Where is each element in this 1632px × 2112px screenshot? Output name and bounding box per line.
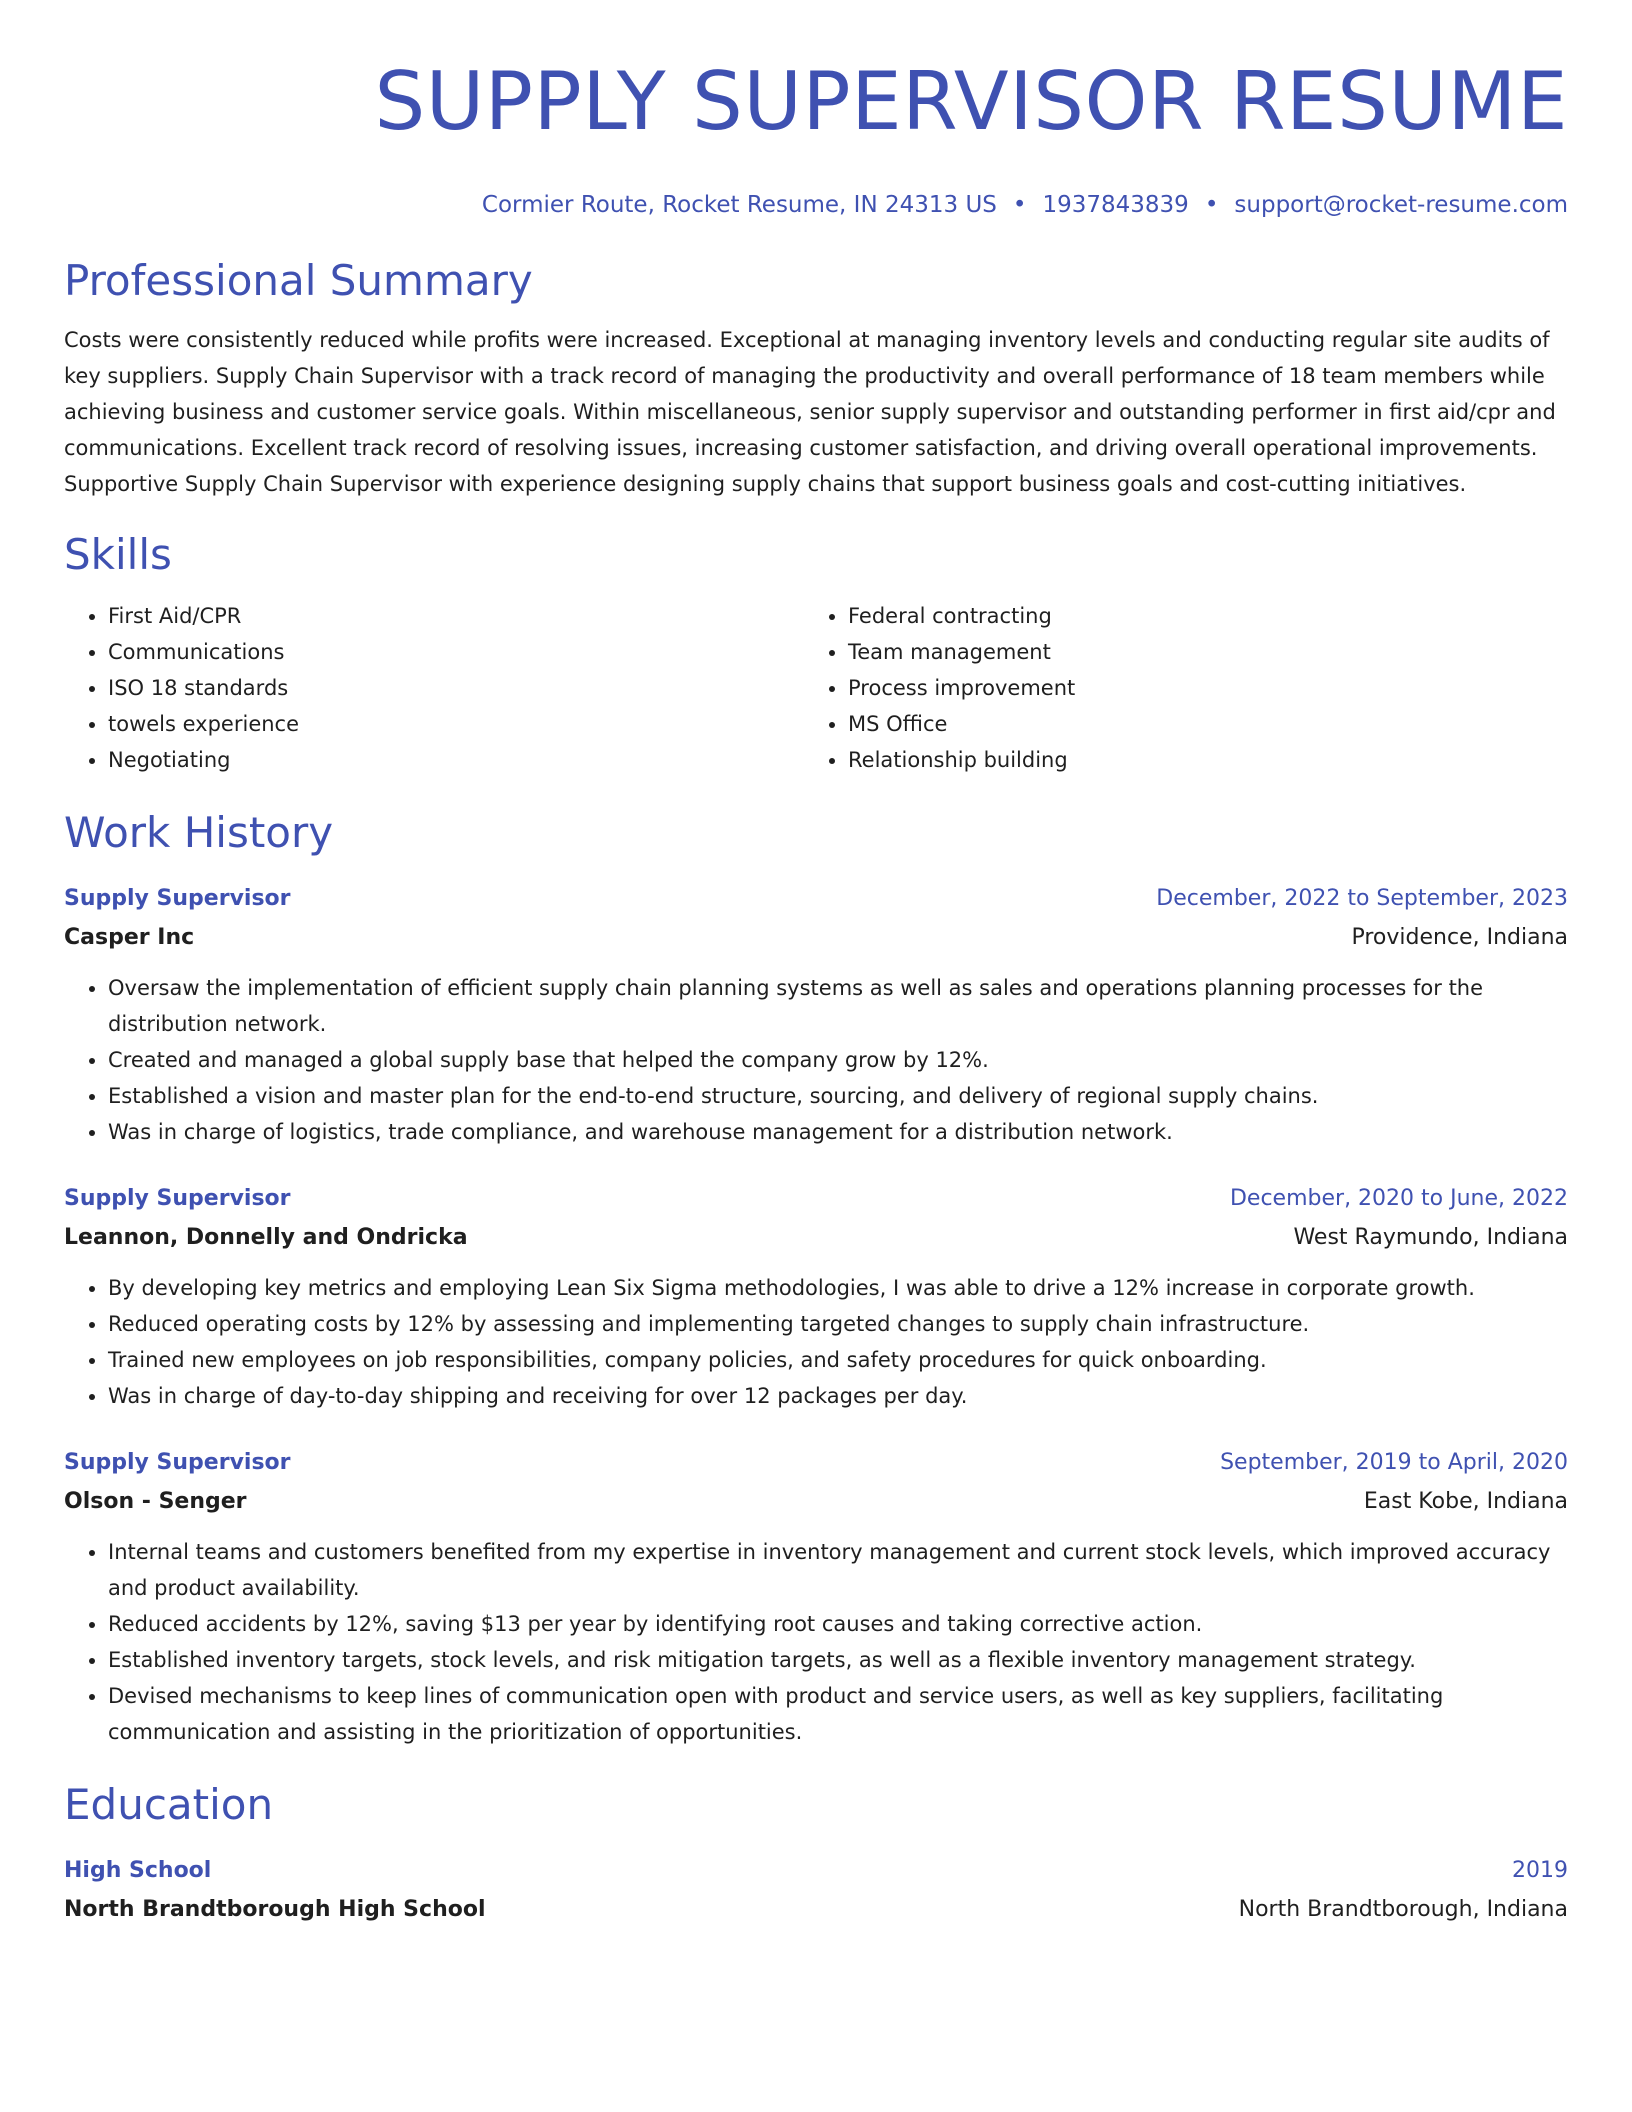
skill-item: • Team management	[848, 634, 1544, 670]
job-bullet: • Reduced accidents by 12%, saving $13 per year by identifying root causes and taking corrective action.	[108, 1606, 1568, 1642]
job-company: Casper Inc	[64, 925, 195, 950]
job-company: Leannon, Donnelly and Ondricka	[64, 1225, 468, 1250]
job-bullets	[64, 970, 1568, 1150]
contact-line	[64, 190, 1568, 220]
job-dates: December, 2022 to September, 2023	[1156, 886, 1568, 911]
section-title-summary: Professional Summary	[64, 256, 533, 305]
contact-address: Cormier Route, Rocket Resume, IN 24313 US	[481, 192, 997, 218]
skill-item: • Negotiating	[108, 742, 804, 778]
skills-column-left	[64, 598, 804, 778]
job-bullet: • Internal teams and customers benefited from my expertise in inventory management and current stock levels, which improved accuracy and product availability.	[108, 1534, 1568, 1606]
job-bullet: • Was in charge of day-to-day shipping and receiving for over 12 packages per day.	[108, 1378, 1568, 1414]
skill-item: • ISO 18 standards	[108, 670, 804, 706]
skill-item: • Federal contracting	[848, 598, 1544, 634]
job-entry	[64, 1444, 1568, 1750]
job-bullet: • Reduced operating costs by 12% by assessing and implementing targeted changes to supply chain infrastructure.	[108, 1306, 1568, 1342]
skills-column-right	[804, 598, 1544, 778]
skill-item: • First Aid/CPR	[108, 598, 804, 634]
job-dates: December, 2020 to June, 2022	[1229, 1186, 1568, 1211]
contact-separator: •	[1204, 192, 1219, 218]
job-entry	[64, 1180, 1568, 1414]
summary-text: Costs were consistently reduced while profits were increased. Exceptional at managing inventory levels and conducting regular site audits of key suppliers. Supply Chain Supervisor with a track record of managing the productivity and overall performance of 18 team members while achieving business and customer service goals. Within miscellaneous, senior supply supervisor and outstanding performer in first aid/cpr and communications. Excellent track record of resolving issues, increasing customer satisfaction, and driving overall operational improvements. Supportive Supply Chain Supervisor with experience designing supply chains that support business goals and cost-cutting initiatives.	[64, 328, 1556, 496]
education-degree: High School	[64, 1858, 212, 1883]
job-role: Supply Supervisor	[64, 1450, 291, 1475]
job-location: West Raymundo, Indiana	[1293, 1225, 1568, 1250]
section-title-skills: Skills	[64, 530, 172, 579]
skill-item: • Communications	[108, 634, 804, 670]
contact-phone: 1937843839	[1042, 192, 1189, 218]
job-bullet: • Created and managed a global supply base that helped the company grow by 12%.	[108, 1042, 1568, 1078]
education-entry	[64, 1852, 1568, 1930]
skill-item: • Relationship building	[848, 742, 1544, 778]
skill-item: • MS Office	[848, 706, 1544, 742]
education-year: 2019	[1512, 1858, 1568, 1883]
skills-list	[64, 598, 1568, 778]
education-location: North Brandtborough, Indiana	[1238, 1897, 1568, 1922]
job-bullet: • By developing key metrics and employing Lean Six Sigma methodologies, I was able to drive a 12% increase in corporate growth.	[108, 1270, 1568, 1306]
job-bullets	[64, 1270, 1568, 1414]
skill-item: • towels experience	[108, 706, 804, 742]
job-bullet: • Devised mechanisms to keep lines of communication open with product and service users, as well as key suppliers, facilitating communication and assisting in the prioritization of opportunities.	[108, 1678, 1568, 1750]
section-title-education: Education	[64, 1780, 274, 1829]
job-bullet: • Established a vision and master plan for the end-to-end structure, sourcing, and delivery of regional supply chains.	[108, 1078, 1568, 1114]
job-role: Supply Supervisor	[64, 1186, 291, 1211]
section-title-work-history: Work History	[64, 808, 334, 857]
job-bullet: • Trained new employees on job responsibilities, company policies, and safety procedures for quick onboarding.	[108, 1342, 1568, 1378]
job-location: East Kobe, Indiana	[1363, 1489, 1568, 1514]
job-bullet: • Was in charge of logistics, trade compliance, and warehouse management for a distribution network.	[108, 1114, 1568, 1150]
job-dates: September, 2019 to April, 2020	[1220, 1450, 1568, 1475]
skill-item: • Process improvement	[848, 670, 1544, 706]
job-bullets	[64, 1534, 1568, 1750]
job-bullet: • Oversaw the implementation of efficient supply chain planning systems as well as sales and operations planning processes for the distribution network.	[108, 970, 1568, 1042]
job-role: Supply Supervisor	[64, 886, 291, 911]
job-entry	[64, 880, 1568, 1150]
job-location: Providence, Indiana	[1351, 925, 1568, 950]
contact-email: support@rocket-resume.com	[1234, 192, 1568, 218]
education-school: North Brandtborough High School	[64, 1897, 486, 1922]
job-bullet: • Established inventory targets, stock levels, and risk mitigation targets, as well as a flexible inventory management strategy.	[108, 1642, 1568, 1678]
contact-separator: •	[1012, 192, 1027, 218]
job-company: Olson - Senger	[64, 1489, 247, 1514]
resume-title: SUPPLY SUPERVISOR RESUME	[374, 55, 1568, 148]
